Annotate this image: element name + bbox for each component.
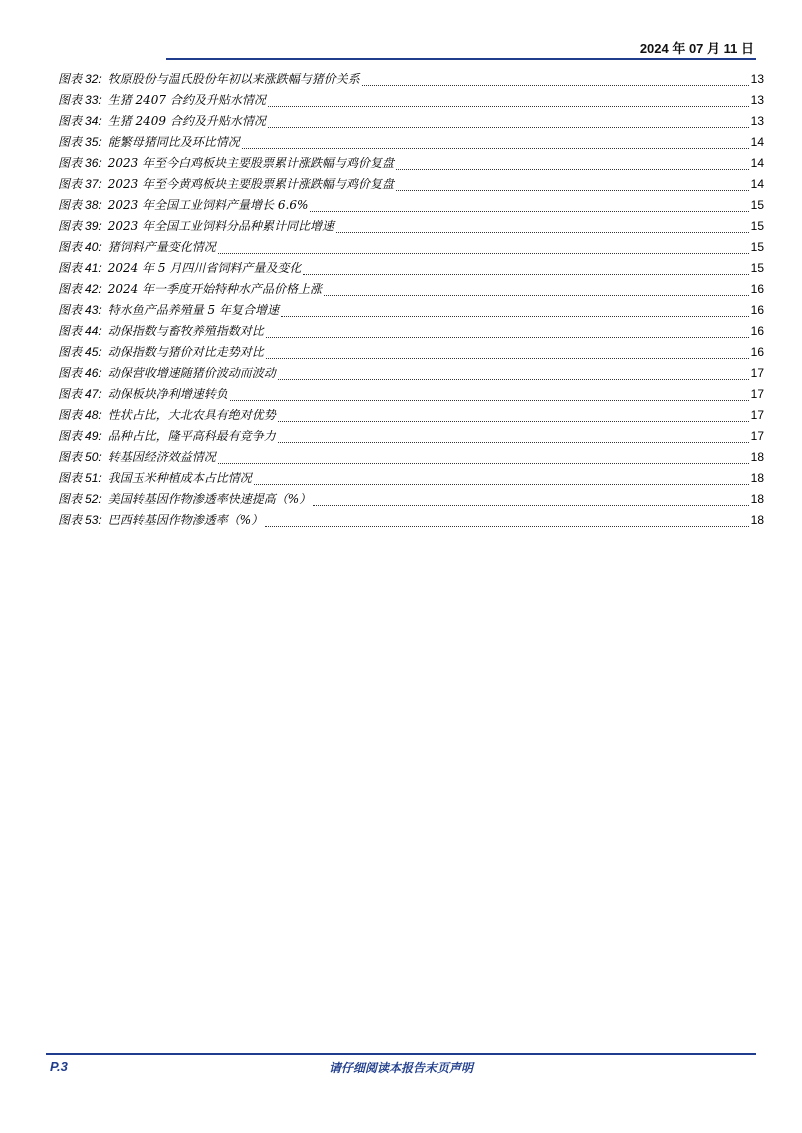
toc-entry-number: 32: xyxy=(85,72,102,86)
toc-entry-page: 18 xyxy=(750,513,764,527)
toc-entry-page: 13 xyxy=(750,93,764,107)
toc-entry-title: 能繁母猪同比及环比情况 xyxy=(107,135,240,149)
toc-dot-leader xyxy=(313,504,749,506)
toc-entry-prefix: 图表 xyxy=(58,261,83,275)
toc-entry-page: 14 xyxy=(750,156,764,170)
toc-entry-prefix: 图表 xyxy=(58,282,83,296)
toc-entry-label xyxy=(58,469,102,486)
toc-entry-label xyxy=(58,322,102,339)
toc-dot-leader xyxy=(230,399,749,401)
toc-dot-leader xyxy=(278,420,749,422)
toc-entry-number: 48: xyxy=(85,408,102,422)
toc-entry-label xyxy=(58,70,102,87)
toc-entry-label xyxy=(58,364,102,381)
toc-entry-number: 37: xyxy=(85,177,102,191)
toc-entry-page: 17 xyxy=(750,387,764,401)
toc-dot-leader xyxy=(268,126,749,128)
toc-entry-label xyxy=(58,427,102,444)
toc-entry-prefix: 图表 xyxy=(58,93,83,107)
toc-entry-prefix: 图表 xyxy=(58,492,83,506)
toc-entry-title: 2024 年一季度开始特种水产品价格上涨 xyxy=(107,282,323,296)
toc-entry-page: 16 xyxy=(750,345,764,359)
toc-entry-page: 14 xyxy=(750,135,764,149)
toc-entry[interactable] xyxy=(58,385,764,406)
toc-dot-leader xyxy=(281,315,749,317)
toc-entry-number: 41: xyxy=(85,261,102,275)
toc-entry[interactable] xyxy=(58,301,764,322)
toc-entry[interactable] xyxy=(58,238,764,259)
toc-entry-title: 动保指数与畜牧养殖指数对比 xyxy=(107,324,264,338)
toc-entry-page: 15 xyxy=(750,240,764,254)
toc-entry-prefix: 图表 xyxy=(58,429,83,443)
toc-entry-page: 13 xyxy=(750,114,764,128)
toc-entry-prefix: 图表 xyxy=(58,450,83,464)
toc-dot-leader xyxy=(242,147,749,149)
toc-entry-prefix: 图表 xyxy=(58,345,83,359)
toc-entry-label xyxy=(58,112,102,129)
toc-entry-title: 转基因经济效益情况 xyxy=(107,450,216,464)
toc-entry-number: 33: xyxy=(85,93,102,107)
toc-entry[interactable] xyxy=(58,70,764,91)
toc-entry-prefix: 图表 xyxy=(58,240,83,254)
toc-entry[interactable] xyxy=(58,322,764,343)
toc-entry-prefix: 图表 xyxy=(58,156,83,170)
toc-entry-title: 生猪 2407 合约及升贴水情况 xyxy=(107,93,266,107)
toc-entry-prefix: 图表 xyxy=(58,387,83,401)
toc-entry[interactable] xyxy=(58,280,764,301)
toc-entry-number: 36: xyxy=(85,156,102,170)
toc-dot-leader xyxy=(278,378,749,380)
toc-entry[interactable] xyxy=(58,196,764,217)
disclaimer-note: 请仔细阅读本报告末页声明 xyxy=(328,1061,473,1075)
toc-entry[interactable] xyxy=(58,364,764,385)
toc-entry-number: 42: xyxy=(85,282,102,296)
toc-entry-title: 品种占比，隆平高科最有竞争力 xyxy=(107,429,276,443)
toc-entry-page: 15 xyxy=(750,198,764,212)
toc-entry-number: 45: xyxy=(85,345,102,359)
toc-entry-title: 动保指数与猪价对比走势对比 xyxy=(107,345,264,359)
toc-entry-number: 53: xyxy=(85,513,102,527)
toc-entry-page: 17 xyxy=(750,408,764,422)
toc-entry-label xyxy=(58,133,102,150)
toc-entry-label xyxy=(58,385,102,402)
toc-entry-number: 35: xyxy=(85,135,102,149)
toc-entry-title: 动保板块净利增速转负 xyxy=(107,387,228,401)
toc-entry-label xyxy=(58,490,102,507)
toc-entry[interactable] xyxy=(58,406,764,427)
footer-divider xyxy=(46,1053,756,1055)
toc-entry-prefix: 图表 xyxy=(58,408,83,422)
toc-entry-number: 38: xyxy=(85,198,102,212)
toc-entry-number: 52: xyxy=(85,492,102,506)
toc-entry-page: 14 xyxy=(750,177,764,191)
toc-entry[interactable] xyxy=(58,112,764,133)
toc-entry-number: 46: xyxy=(85,366,102,380)
toc-entry-prefix: 图表 xyxy=(58,324,83,338)
toc-entry[interactable] xyxy=(58,448,764,469)
toc-entry[interactable] xyxy=(58,490,764,511)
toc-entry-title: 动保营收增速随猪价波动而波动 xyxy=(107,366,276,380)
toc-entry-title: 2023 年至今黄鸡板块主要股票累计涨跌幅与鸡价复盘 xyxy=(107,177,395,191)
toc-entry-number: 51: xyxy=(85,471,102,485)
toc-entry-number: 43: xyxy=(85,303,102,317)
toc-entry-title: 2023 年至今白鸡板块主要股票累计涨跌幅与鸡价复盘 xyxy=(107,156,395,170)
toc-dot-leader xyxy=(254,483,749,485)
toc-entry-page: 16 xyxy=(750,282,764,296)
toc-entry-number: 40: xyxy=(85,240,102,254)
toc-entry-label xyxy=(58,154,102,171)
toc-entry-page: 15 xyxy=(750,261,764,275)
toc-entry[interactable] xyxy=(58,154,764,175)
toc-entry-page: 17 xyxy=(750,429,764,443)
toc-entry-label xyxy=(58,343,102,360)
toc-entry[interactable] xyxy=(58,259,764,280)
toc-entry-title: 美国转基因作物渗透率快速提高（%） xyxy=(107,492,312,506)
toc-entry-title: 2023 年全国工业饲料产量增长 6.6% xyxy=(107,198,309,212)
toc-entry-page: 18 xyxy=(750,450,764,464)
toc-entry-number: 44: xyxy=(85,324,102,338)
toc-entry-title: 2023 年全国工业饲料分品种累计同比增速 xyxy=(107,219,335,233)
toc-dot-leader xyxy=(265,525,749,527)
toc-entry-title: 我国玉米种植成本占比情况 xyxy=(107,471,252,485)
toc-dot-leader xyxy=(303,273,748,275)
toc-entry[interactable] xyxy=(58,511,764,532)
toc-dot-leader xyxy=(268,105,749,107)
report-date: 2024 年 07 月 11 日 xyxy=(639,41,754,56)
toc-entry-page: 18 xyxy=(750,471,764,485)
toc-entry-label xyxy=(58,238,102,255)
toc-entry-prefix: 图表 xyxy=(58,72,83,86)
toc-entry-prefix: 图表 xyxy=(58,135,83,149)
toc-entry[interactable] xyxy=(58,427,764,448)
toc-entry-title: 性状占比，大北农具有绝对优势 xyxy=(107,408,276,422)
toc-dot-leader xyxy=(266,336,749,338)
toc-entry-prefix: 图表 xyxy=(58,303,83,317)
toc-entry-label xyxy=(58,175,102,192)
toc-entry-prefix: 图表 xyxy=(58,219,83,233)
toc-dot-leader xyxy=(396,168,749,170)
toc-entry-prefix: 图表 xyxy=(58,198,83,212)
toc-entry-number: 47: xyxy=(85,387,102,401)
toc-entry-number: 50: xyxy=(85,450,102,464)
toc-entry-title: 生猪 2409 合约及升贴水情况 xyxy=(107,114,266,128)
toc-entry-page: 13 xyxy=(750,72,764,86)
toc-entry-prefix: 图表 xyxy=(58,366,83,380)
toc-entry-prefix: 图表 xyxy=(58,114,83,128)
toc-entry-page: 18 xyxy=(750,492,764,506)
toc-dot-leader xyxy=(324,294,749,296)
toc-entry-number: 39: xyxy=(85,219,102,233)
toc-entry[interactable] xyxy=(58,133,764,154)
toc-entry-label xyxy=(58,511,102,528)
toc-entry-number: 49: xyxy=(85,429,102,443)
toc-entry-label xyxy=(58,406,102,423)
toc-entry[interactable] xyxy=(58,175,764,196)
toc-entry-label xyxy=(58,91,102,108)
toc-dot-leader xyxy=(336,231,749,233)
header-divider xyxy=(166,58,756,60)
toc-entry-label xyxy=(58,301,102,318)
page-number: P.3 xyxy=(50,1059,68,1074)
toc-dot-leader xyxy=(218,252,749,254)
toc-entry-label xyxy=(58,280,102,297)
toc-entry-page: 16 xyxy=(750,303,764,317)
toc-entry-prefix: 图表 xyxy=(58,177,83,191)
toc-entry[interactable] xyxy=(58,343,764,364)
toc-entry-title: 特水鱼产品养殖量 5 年复合增速 xyxy=(107,303,279,317)
toc-entry[interactable] xyxy=(58,91,764,112)
toc-entry-label xyxy=(58,259,102,276)
toc-entry-prefix: 图表 xyxy=(58,513,83,527)
toc-entry-label xyxy=(58,196,102,213)
toc-dot-leader xyxy=(396,189,749,191)
toc-entry[interactable] xyxy=(58,217,764,238)
toc-entry-label xyxy=(58,217,102,234)
toc-dot-leader xyxy=(218,462,749,464)
toc-dot-leader xyxy=(266,357,749,359)
toc-entry-page: 17 xyxy=(750,366,764,380)
toc-dot-leader xyxy=(362,84,749,86)
toc-entry-title: 牧原股份与温氏股份年初以来涨跌幅与猪价关系 xyxy=(107,72,360,86)
toc-entry-title: 猪饲料产量变化情况 xyxy=(107,240,216,254)
toc-dot-leader xyxy=(278,441,749,443)
toc-dot-leader xyxy=(310,210,748,212)
toc-entry-label xyxy=(58,448,102,465)
toc-entry-page: 16 xyxy=(750,324,764,338)
figure-index-list xyxy=(58,70,764,532)
toc-entry-page: 15 xyxy=(750,219,764,233)
toc-entry-number: 34: xyxy=(85,114,102,128)
toc-entry-title: 2024 年 5 月四川省饲料产量及变化 xyxy=(107,261,302,275)
toc-entry[interactable] xyxy=(58,469,764,490)
toc-entry-title: 巴西转基因作物渗透率（%） xyxy=(107,513,264,527)
toc-entry-prefix: 图表 xyxy=(58,471,83,485)
